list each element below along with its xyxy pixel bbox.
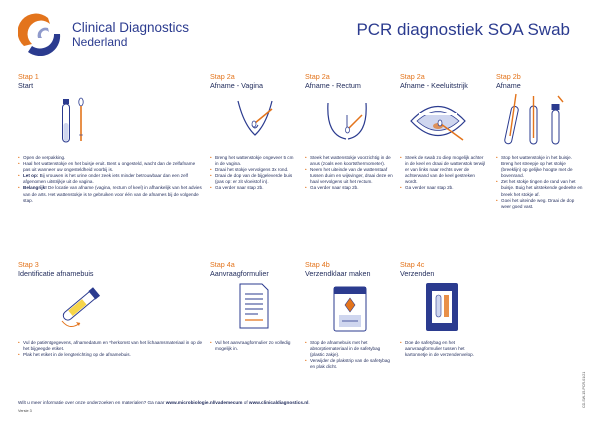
step-title: Afname <box>496 81 521 90</box>
list-item: • Vul het aanvraagformulier zo volledig mogelijk in. <box>210 340 298 352</box>
step-number: Stap 4c <box>400 260 425 269</box>
list-item: • Let op: Bij vrouwen is het urine onder zeek iets minder betrouwbaar dan een zelf afgenomen uitstrijkje uit de vagina. <box>18 173 203 185</box>
list-item: • Doe de safetybag en het aanvraagformulier tussen het kartonnetje in de verzendenvelop. <box>400 340 488 358</box>
step-title: Aanvraagformulier <box>210 269 269 278</box>
step-2a-vagina-bullets <box>210 155 298 192</box>
vagina-swab-icon <box>230 95 280 147</box>
list-item: • Breng het wattenstokje ongeveer 5 cm in de vagina. <box>210 155 298 167</box>
list-item: • Goei het uiteinde weg. Draai de dop weer goed vast. <box>496 198 584 210</box>
step-4a-bullets <box>210 340 298 352</box>
step-title: Afname - Vagina <box>210 81 264 90</box>
list-item: • Zet het stokje tingen de rand van het buisje. Buig het uitstekende gedeelte en breek het stokje af. <box>496 179 584 197</box>
list-item: • Haal het wattenstokje en het buisje eruit. Bent u ongesteld, wacht dan de zelfafname pas uit wanneer uw ongesteldheid voorbij is. <box>18 161 203 173</box>
step-2a-throat <box>400 72 496 90</box>
step-2b <box>496 72 592 90</box>
swab-into-tube-icon <box>500 92 570 150</box>
step-4c <box>400 260 496 278</box>
list-item: • Steek de swab zo diep mogelijk achter in de keel en draai de wattenstok terwijl er van links naar rechts over de achterwand van de keel gestreken wordt. <box>400 155 488 185</box>
safety-bag-icon <box>330 281 370 333</box>
step-title: Identificatie afnamebuis <box>18 269 94 278</box>
step-2b-bullets <box>496 155 584 210</box>
list-item: • Plak het etiket in de lengterichting op de afnamebuis. <box>18 352 203 358</box>
step-4b <box>305 260 401 278</box>
step-4c-bullets <box>400 340 488 358</box>
list-item: • Draai het stokje vervolgens 3x rond. <box>210 167 298 173</box>
list-item: • Open de verpakking. <box>18 155 203 161</box>
list-item: • Vul de patiëntgegevens, afnamedatum en *herkomst van het lichaamsmateriaal in op de het bijgeegde etiket. <box>18 340 203 352</box>
step-number: Stap 2a <box>400 72 425 81</box>
step-4a <box>210 260 306 278</box>
step-title: Start <box>18 81 34 90</box>
envelope-icon <box>422 279 462 333</box>
logo-mark-icon <box>18 12 64 56</box>
step-title: Afname - Rectum <box>305 81 361 90</box>
document-code: CD-SW-15-PCR-01/21 <box>582 371 586 408</box>
list-item: • Ga verder naar stap 2b. <box>400 185 488 191</box>
step-4b-bullets <box>305 340 393 370</box>
step-number: Stap 2a <box>210 72 235 81</box>
step-title: Verzendklaar maken <box>305 269 371 278</box>
step-3-bullets <box>18 340 203 358</box>
footer-info: Wilt u meer informatie over onze onderzoeken en materialen? Ga naar www.microbiologie.nl/vademecum of www.clinicaldiagnostics.nl. <box>18 400 310 405</box>
list-item: • Belangrijk! De locatie van afname (vagina, rectum of keel) in afhankelijk van het advies van de arts. Het wattenstokje is te gebruiken voor één van de afnames bij de volgende stap. <box>18 185 203 203</box>
request-form-icon <box>236 282 272 330</box>
step-number: Stap 2b <box>496 72 521 81</box>
list-item: • Draai de dop van de bijgeleverde buis (pas op: er zit vloeistof in). <box>210 173 298 185</box>
list-item: • Steek het wattenstokje voorzichtig in de anus (zoals een koortsthermometer). <box>305 155 393 167</box>
list-item: • Ga verder naar stap 2b. <box>210 185 298 191</box>
step-number: Stap 1 <box>18 72 39 81</box>
label-tube-icon <box>52 281 108 331</box>
version-label: Versie 3 <box>18 409 32 413</box>
step-title: Afname - Keeluitstrijk <box>400 81 468 90</box>
step-1-bullets <box>18 155 203 204</box>
logo-line-1: Clinical Diagnostics <box>72 20 190 35</box>
link-vademecum[interactable]: www.microbiologie.nl/vademecum <box>165 400 243 405</box>
list-item: • Verwijder de plakstrip van de safetybag en plak dicht. <box>305 358 393 370</box>
step-number: Stap 2a <box>305 72 330 81</box>
list-item: • Neem het uiteinde van de wattenstaaf tussen duim en wijsvinger, draai deze en haal vervolgens uit het rectum. <box>305 167 393 185</box>
swab-and-tube-icon <box>55 93 95 149</box>
list-item: • Stop de afnamebuis met het absorptiemateriaal in de safetybag (plastic zakje). <box>305 340 393 358</box>
step-number: Stap 4b <box>305 260 330 269</box>
step-2a-throat-bullets <box>400 155 488 192</box>
page-title: PCR diagnostiek SOA Swab <box>356 20 570 39</box>
step-2a-rectum <box>305 72 401 90</box>
step-title: Verzenden <box>400 269 435 278</box>
step-number: Stap 4a <box>210 260 235 269</box>
step-number: Stap 3 <box>18 260 39 269</box>
step-3 <box>18 260 168 278</box>
step-1 <box>18 72 114 90</box>
step-2a-rectum-bullets <box>305 155 393 192</box>
rectum-swab-icon <box>322 95 372 147</box>
throat-swab-icon <box>405 96 471 146</box>
logo <box>18 12 268 56</box>
step-2a-vagina <box>210 72 306 90</box>
link-clinicaldiagnostics[interactable]: www.clinicaldiagnostics.nl <box>248 400 309 405</box>
logo-line-2: Nederland <box>72 35 128 49</box>
list-item: • Stop het wattenstokje in het buisje. Breng het streepje op het stokje (breeklijn) op gelijke hoogte met de bovenrand. <box>496 155 584 179</box>
list-item: • Ga verder naar stap 2b. <box>305 185 393 191</box>
